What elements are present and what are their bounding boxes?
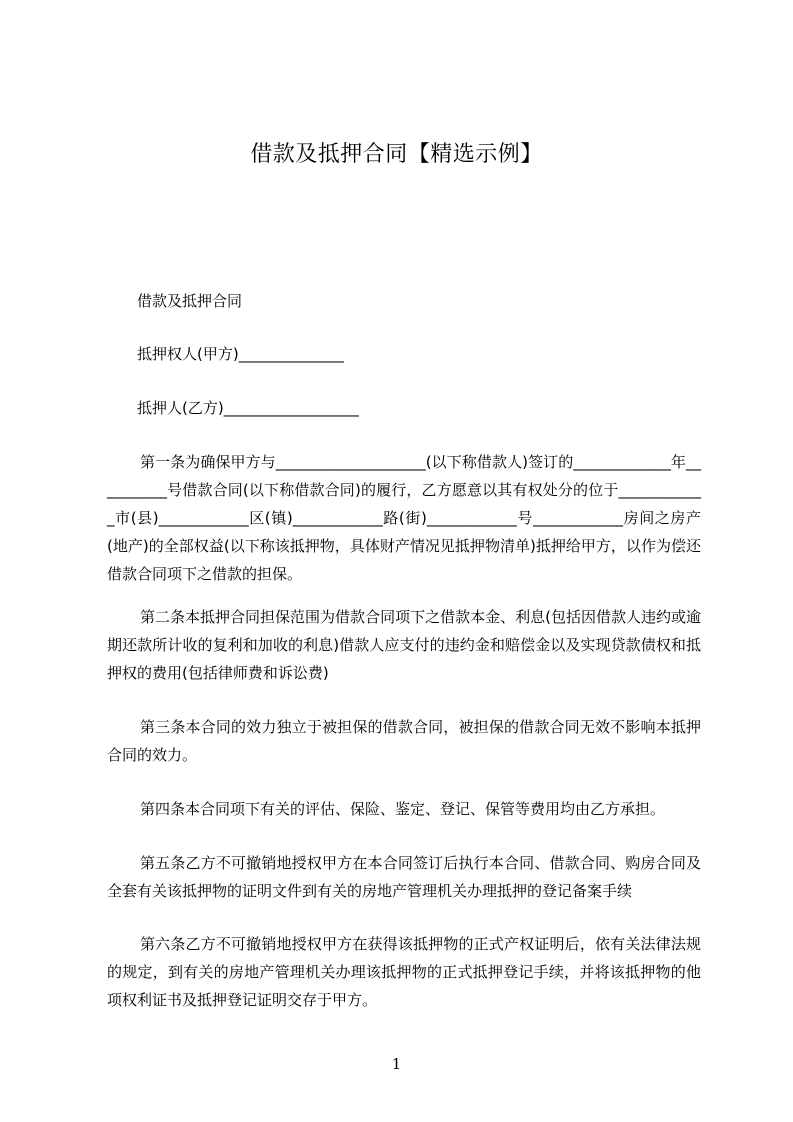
page-number: 1 [391,1055,402,1073]
article-6: 第六条乙方不可撤销地授权甲方在获得该抵押物的正式产权证明后，依有关法律法规的规定，到有关的房地产管理机关办理该抵押物的正式抵押登记手续，并将该抵押物的他项权利证书及抵押登记证明交存于甲方。 [107,935,701,1009]
article-3: 第三条本合同的效力独立于被担保的借款合同，被担保的借款合同无效不影响本抵押合同的效力。 [107,718,701,764]
article-4: 第四条本合同项下有关的评估、保险、鉴定、登记、保管等费用均由乙方承担。 [140,800,666,818]
contract-subtitle: 借款及抵押合同 [137,292,243,310]
mortgagee-line: 抵押权人(甲方)______________ [137,345,344,363]
article-5: 第五条乙方不可撤销地授权甲方在本合同签订后执行本合同、借款合同、购房合同及全套有关该抵押物的证明文件到有关的房地产管理机关办理抵押的登记备案手续 [107,854,701,900]
article-1: 第一条为确保甲方与____________________(以下称借款人)签订的_____________年__________号借款合同(以下称借款合同)的履行，乙方愿意以其有权处分的位于____________市(县)____________区(镇)____________路(街)____________号____________房间之房产(地产)的全部权益(以下称该抵押物，具体财产情况见抵押物清单)抵押给甲方，以作为偿还借款合同项下之借款的担保。 [107,453,701,583]
mortgagor-line: 抵押人(乙方)__________________ [137,399,359,417]
article-2: 第二条本抵押合同担保范围为借款合同项下之借款本金、利息(包括因借款人违约或逾期还款所计收的复利和加收的利息)借款人应支付的违约金和赔偿金以及实现贷款债权和抵押权的费用(包括律师费和诉讼费) [107,608,701,682]
document-title: 借款及抵押合同【精选示例】 [250,142,543,167]
